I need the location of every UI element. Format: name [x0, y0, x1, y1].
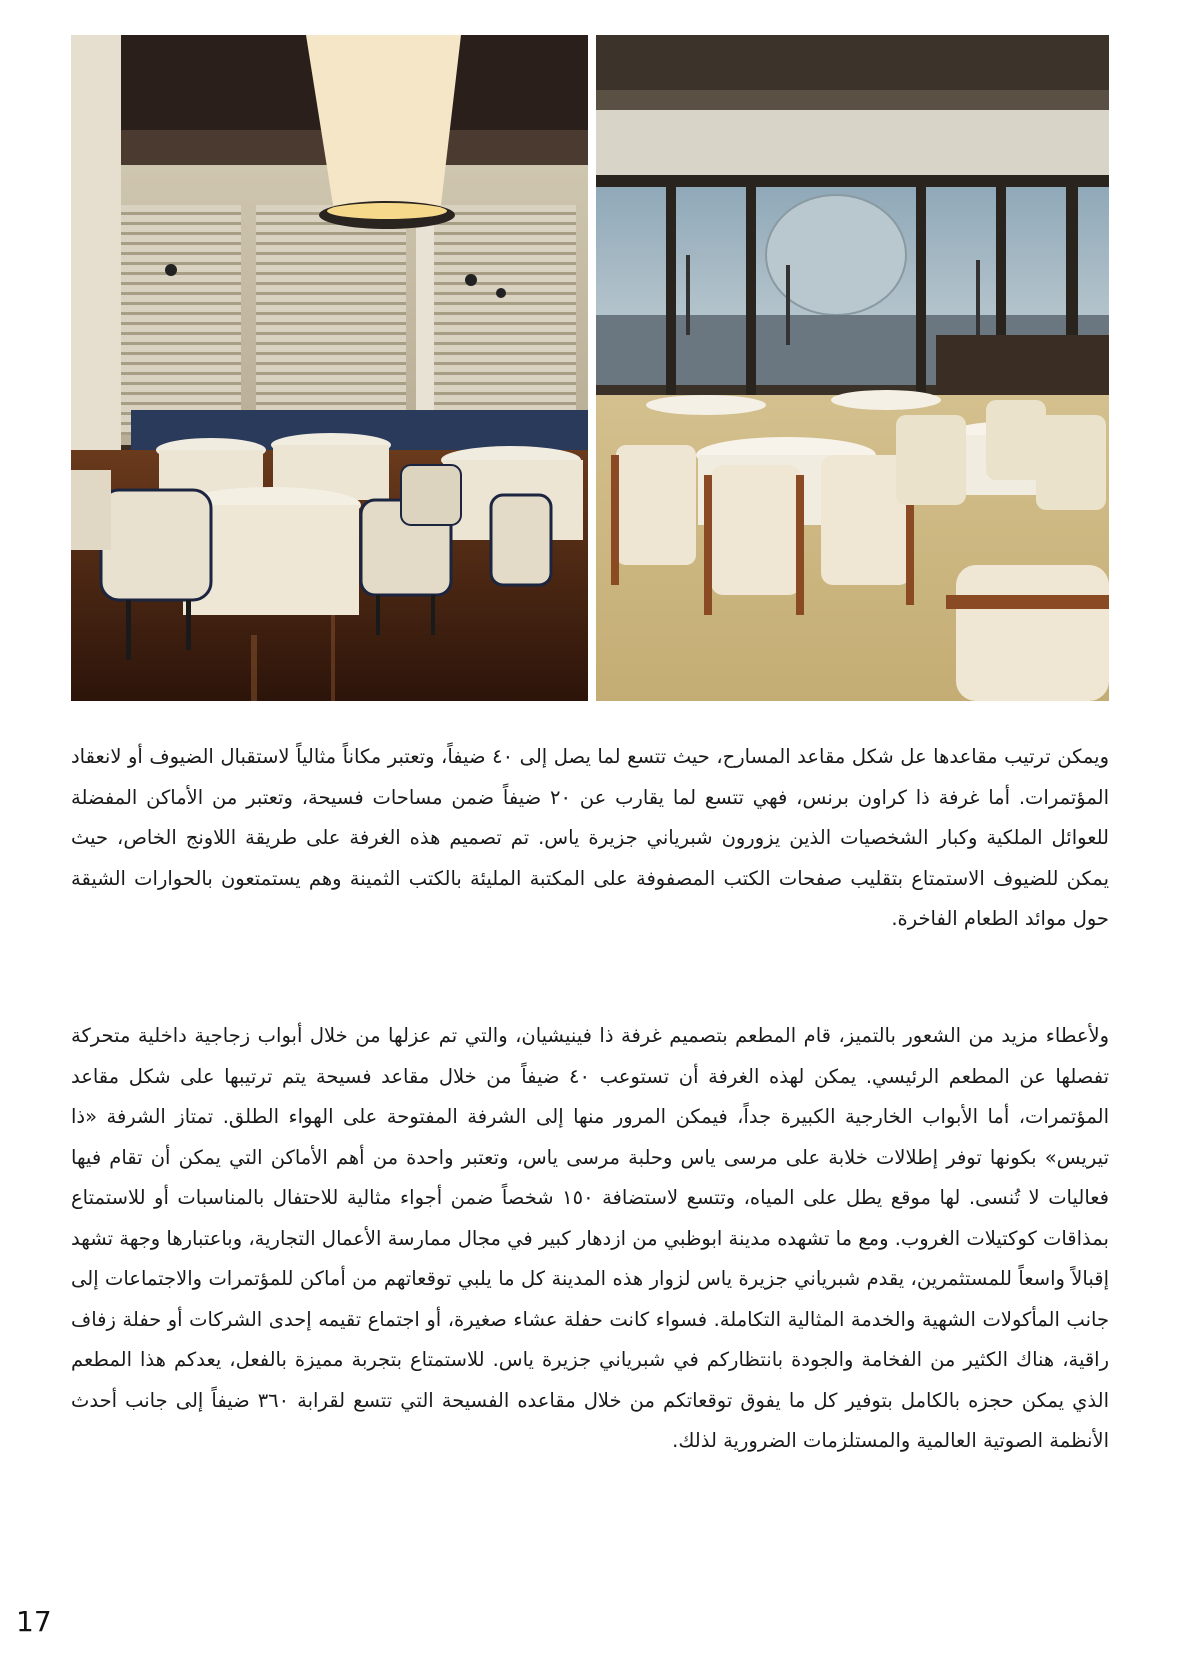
- body-text-block-1: [71, 737, 1109, 940]
- body-paragraph-1: ويمكن ترتيب مقاعدها عل شكل مقاعد المسارح، حيث تتسع لما يصل إلى ٤٠ ضيفاً، وتعتبر مكاناً مثالياً لاستقبال الضيوف أو لانعقاد المؤتمرات. أما غرفة ذا كراون برنس، فهي تتسع لما يقارب عن ٢٠ ضيفاً ضمن مساحات فسيحة، وتعتبر من الأماكن المفضلة للعوائل الملكية وكبار الشخصيات الذين يزورون شبرياني جزيرة ياس. تم تصميم هذه الغرفة على طريقة اللاونج الخاص، حيث يمكن للضيوف الاستمتاع بتقليب صفحات الكتب المصفوفة على المكتبة المليئة بالكتب الثمينة وهم يستمتعون بالحوارات الشيقة حول موائد الطعام الفاخرة.: [71, 745, 1110, 930]
- body-paragraph-2: ولأعطاء مزيد من الشعور بالتميز، قام المطعم بتصميم غرفة ذا فينيشيان، والتي تم عزلها من خلال أبواب زجاجية داخلية متحركة تفصلها عن المطعم الرئيسي. يمكن لهذه الغرفة أن تستوعب ٤٠ ضيفاً من خلال مقاعد فسيحة يتم ترتيبها على شكل مقاعد المؤتمرات، أما الأبواب الخارجية الكبيرة جداً، فيمكن المرور منها إلى الشرفة المفتوحة على الهواء الطلق. تمتاز الشرفة «ذا تيريس» بكونها توفر إطلالات خلابة على مرسى ياس وحلبة مرسى ياس، وتعتبر واحدة من أهم الأماكن التي يمكن أن تقام فيها فعاليات لا تُنسى. لها موقع يطل على المياه، وتتسع لاستضافة ١٥٠ شخصاً ضمن أجواء مثالية للاحتفال بالمناسبات أو للاستمتاع بمذاقات كوكتيلات الغروب. ومع ما تشهده مدينة ابوظبي من ازدهار كبير في مجال ممارسة الأعمال التجارية، وباعتبارها وجهة تشهد إقبالاً واسعاً للمستثمرين، يقدم شبرياني جزيرة ياس لزوار هذه المدينة كل ما يلبي توقعاتهم من أماكن للمؤتمرات والاجتماعات إلى جانب المأكولات الشهية والخدمة المثالية التكاملة. فسواء كانت حفلة عشاء صغيرة، أو اجتماع تقيمه إحدى الشركات أو حفلة زفاف راقية، هناك الكثير من الفخامة والجودة بانتظاركم في شبرياني جزيرة ياس. للاستمتاع بتجربة مميزة بالفعل، يعدكم هذا المطعم الذي يمكن حجزه بالكامل بتوفير كل ما يفوق توقعاتكم من خلال مقاعده الفسيحة التي تتسع لقرابة ٣٦٠ ضيفاً إلى جانب أحدث الأنظمة الصوتية العالمية والمستلزمات الضرورية لذلك.: [71, 1024, 1109, 1452]
- body-text-block-2: [71, 1016, 1109, 1462]
- marina-dining-illustration-icon: [596, 35, 1109, 701]
- restaurant-interior-photo-left: [71, 35, 588, 701]
- restaurant-interior-photo-right: [596, 35, 1109, 701]
- page-number: 17: [16, 1605, 52, 1638]
- dining-room-illustration-icon: [71, 35, 588, 701]
